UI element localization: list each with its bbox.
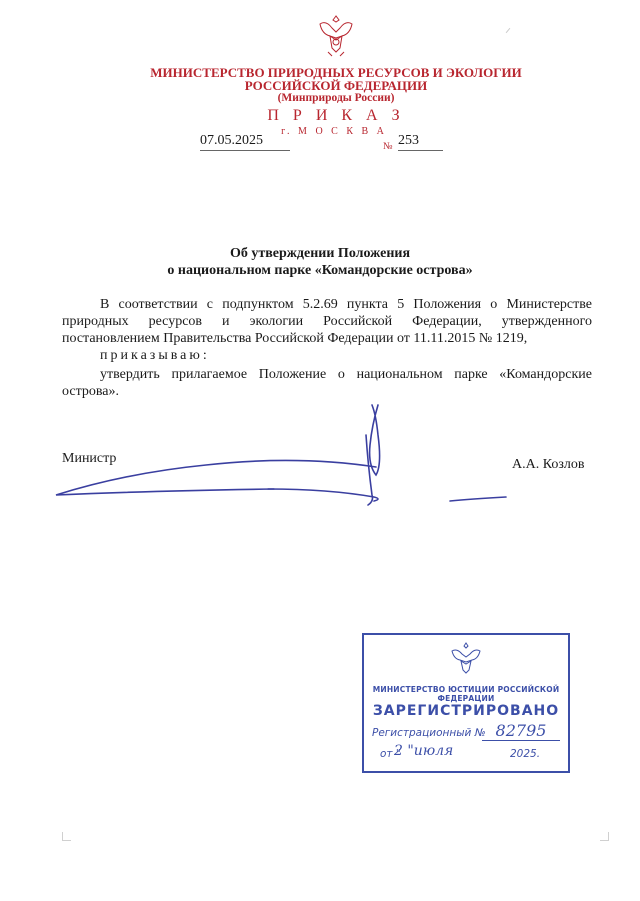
order-word: приказываю:	[100, 348, 210, 363]
number-sign: №	[383, 141, 393, 152]
stamp-emblem-icon	[446, 641, 486, 677]
signer-name: А.А. Козлов	[512, 457, 585, 472]
order-number: 253	[398, 133, 443, 151]
stamp-date: 2 "июля	[394, 743, 454, 759]
stamp-registration-number: 82795	[482, 721, 560, 741]
ministry-name-line1: МИНИСТЕРСТВО ПРИРОДНЫХ РЕСУРСОВ И ЭКОЛОГИИ	[150, 65, 522, 80]
document-type: П Р И К А З	[267, 107, 405, 124]
paragraph-1-text: В соответствии с подпунктом 5.2.69 пункта 5 Положения о Министерстве природных ресурсов и экологии Российской Федерации, утвержденного постановлением Правительства Российской Федерации от 11.11.2015 № 1219,	[62, 297, 592, 346]
stamp-status: ЗАРЕГИСТРИРОВАНО	[372, 703, 560, 719]
stamp-number-label: Регистрационный №	[372, 727, 486, 739]
body-paragraph-2: утвердить прилагаемое Положение о национальном парке «Командорские острова».	[62, 367, 592, 399]
document-title-line2: о национальном парке «Командорские острова»	[167, 263, 473, 278]
page-corner-mark-right	[600, 832, 609, 841]
page-corner-mark-left	[62, 832, 71, 841]
stamp-year: 2025.	[510, 748, 541, 760]
registration-stamp	[362, 633, 570, 773]
ministry-name-line2: РОССИЙСКОЙ ФЕДЕРАЦИИ	[244, 78, 428, 93]
city: г. М О С К В А	[281, 126, 387, 137]
handwritten-signature	[40, 395, 560, 515]
document-title-line1: Об утверждении Положения	[229, 246, 411, 261]
scan-mark	[506, 28, 511, 33]
signer-position: Министр	[62, 451, 117, 466]
coat-of-arms-emblem	[310, 10, 362, 62]
stamp-organization: МИНИСТЕРСТВО ЮСТИЦИИ РОССИЙСКОЙ ФЕДЕРАЦИИ	[372, 685, 560, 703]
ministry-short-name: (Минприроды России)	[277, 92, 395, 104]
body-paragraph-1	[62, 296, 592, 364]
stamp-date-prefix: от "	[380, 748, 401, 760]
order-date: 07.05.2025	[200, 133, 290, 151]
